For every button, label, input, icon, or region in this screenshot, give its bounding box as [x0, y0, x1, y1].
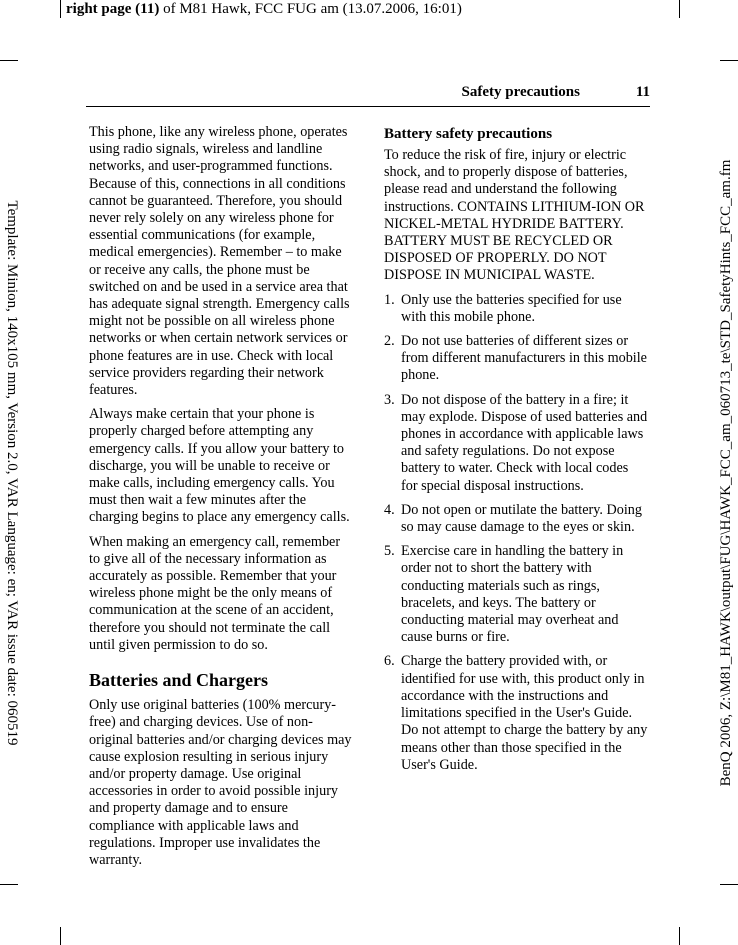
file-path-margin — [714, 0, 738, 945]
list-item-number: 3. — [384, 391, 395, 408]
running-head — [86, 80, 650, 107]
list-item-number: 2. — [384, 333, 395, 350]
list-item-text: Do not open or mutilate the battery. Doing so may cause damage to the eyes or skin. — [401, 501, 642, 536]
subheading-battery-safety: Battery safety precautions — [384, 126, 553, 142]
list-item-text: Exercise care in handling the battery in order not to short the battery with conducting materials such as rings, bracelets, and keys. The battery or conducting material may overheat and cause burns or fire. — [401, 543, 624, 646]
running-head-title: Safety precautions — [461, 84, 580, 100]
list-item — [384, 392, 648, 495]
crop-mark-bottom-left — [60, 927, 61, 945]
page-slug — [66, 0, 462, 18]
list-item-text: Do not dispose of the battery in a fire; it may explode. Dispose of used batteries and phones in accordance with applicable laws and safety regulations. Do not expose battery to water. Check with local codes for special disposal instructions. — [401, 391, 648, 494]
crop-mark-top-right — [679, 0, 680, 18]
list-item — [384, 543, 648, 646]
slug-page-label: right page (11) — [66, 1, 160, 17]
list-item — [384, 333, 648, 385]
slug-document-info: of M81 Hawk, FCC FUG am (13.07.2006, 16:01) — [159, 1, 462, 17]
paragraph-original-batteries: Only use original batteries (100% mercury-free) and charging devices. Use of non-original batteries and/or charging devices may cause explosion resulting in serious injury and/or property damage. Use original accessories in order to avoid possible injury and property damage and to ensure compliance with applicable laws and regulations. Improper use invalidates the warranty. — [89, 697, 352, 868]
template-info-text: Template: Minion, 140x105 mm, Version 2.0, VAR Language: en; VAR issue date: 060519 — [4, 199, 20, 746]
list-item-number: 5. — [384, 543, 395, 560]
paragraph-battery-intro: To reduce the risk of fire, injury or electric shock, and to properly dispose of batteries, please read and understand the following instructions. CONTAINS LITHIUM-ION OR NICKEL-METAL HYDRIDE BATTERY. BATTERY MUST BE RECYCLED OR DISPOSED OF PROPERLY. DO NOT DISPOSE IN MUNICIPAL WASTE. — [384, 147, 645, 284]
paragraph-charging: Always make certain that your phone is properly charged before attempting any emergency calls. If you allow your battery to discharge, you will be unable to receive or make calls, including emergency calls. You must then wait a few minutes after the charging begins to place any emergency calls. — [89, 406, 350, 526]
list-item — [384, 653, 648, 773]
section-heading-batteries: Batteries and Chargers — [89, 670, 268, 691]
list-item-number: 4. — [384, 501, 395, 518]
list-item — [384, 292, 648, 326]
list-item-number: 1. — [384, 291, 395, 308]
list-item — [384, 502, 648, 536]
list-item-text: Do not use batteries of different sizes or from different manufacturers in this mobile phone. — [401, 333, 647, 384]
battery-precaution-list — [384, 292, 648, 774]
right-column — [384, 124, 648, 781]
paragraph-emergency-call: When making an emergency call, remember to give all of the necessary information as accurately as possible. Remember that your wireless phone might be the only means of communication at the scene of an accident, therefore you should not terminate the call until given permission to do so. — [89, 533, 341, 653]
page-number: 11 — [635, 84, 650, 100]
file-path-text: BenQ 2006, Z:\M81_HAWK\output\FUG\HAWK_FCC_am_060713_te\STD_SafetyHints_FCC_am.fm — [718, 159, 734, 786]
list-item-text: Only use the batteries specified for use with this mobile phone. — [401, 291, 622, 325]
crop-mark-top-left — [60, 0, 61, 18]
crop-mark-bottom-right — [679, 927, 680, 945]
template-info-margin — [0, 0, 24, 945]
paragraph-reliability: This phone, like any wireless phone, operates using radio signals, wireless and landline networks, and user-programmed functions. Because of this, connections in all conditions cannot be guaranteed. Therefore, you should never rely solely on any wireless phone for essential communications (for example, medical emergencies). Remember – to make or receive any calls, the phone must be switched on and be used in a service area that has adequate signal strength. Emergency calls might not be possible on all wireless phone networks or when certain network services or phone features are in use. Check with local service providers regarding their network features. — [89, 124, 350, 399]
left-column — [89, 124, 354, 876]
list-item-number: 6. — [384, 653, 395, 670]
list-item-text: Charge the battery provided with, or identified for use with, this product only in accordance with the instructions and limitations specified in the User's Guide. Do not attempt to charge the battery by any means other than those specified in the User's Guide. — [401, 653, 648, 773]
